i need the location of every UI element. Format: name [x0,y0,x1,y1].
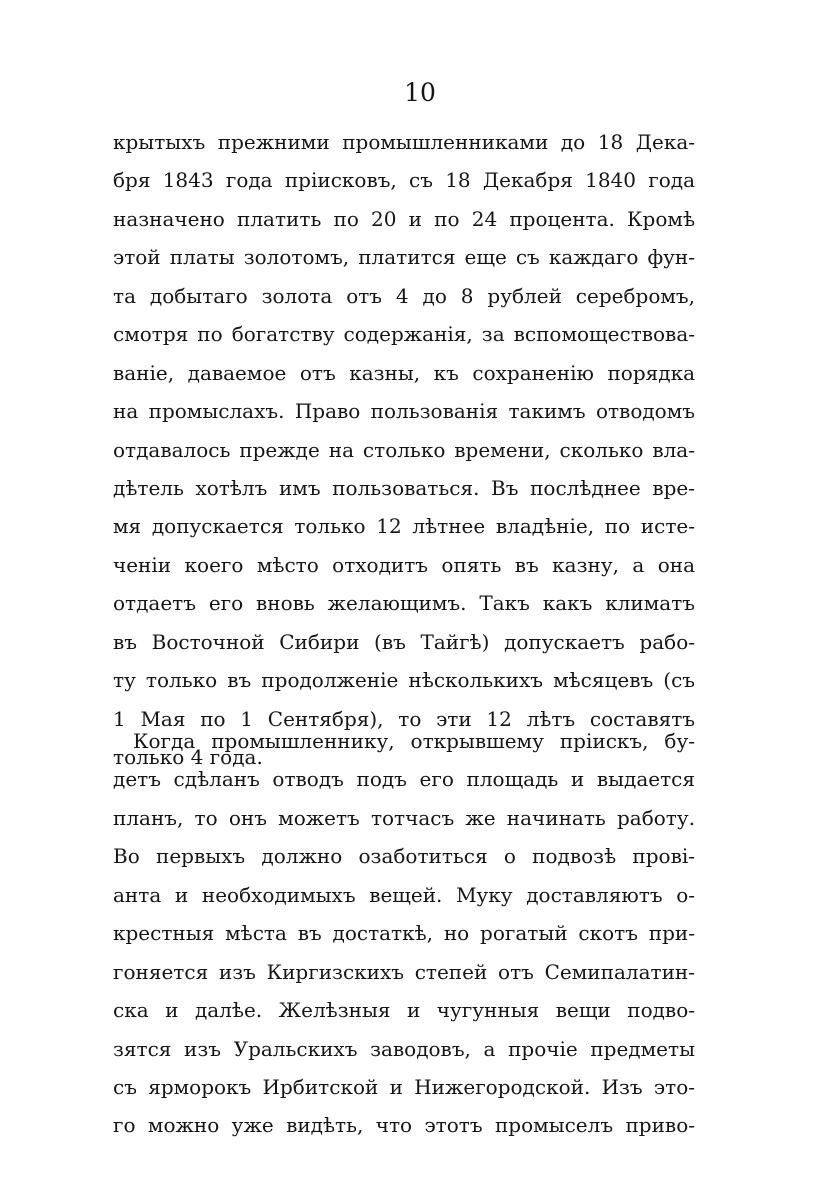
text-line: го можно уже видѣть, что этотъ промыселъ приво- [113,1113,695,1138]
text-line: въ Восточной Сибири (въ Тайгѣ) допускаетъ рабо- [113,629,695,654]
text-line: назначено платить по 20 и по 24 процента. Кромѣ [113,206,695,231]
text-line: крытыхъ прежними промышленниками до 18 Дека- [113,130,695,154]
text-line: этой платы золотомъ, платится еще съ каждаго фун- [113,245,695,270]
text-line: отдаетъ его вновь желающимъ. Такъ какъ климатъ [113,591,695,616]
text-line: ваніе, даваемое отъ казны, къ сохраненію порядка [113,360,695,385]
text-line: детъ сдѣланъ отводъ подъ его площадь и выдается [113,767,695,792]
text-line: только 4 года. [113,745,263,769]
text-line: на промыслахъ. Право пользованія такимъ отводомъ [113,399,695,424]
text-line: отдавалось прежде на столько времени, сколько вла- [113,437,695,462]
text-line: дѣтель хотѣлъ имъ пользоваться. Въ послѣднее вре- [113,475,695,500]
text-line: анта и необходимыхъ вещей. Муку доставляютъ о- [113,882,695,907]
paragraph-1 [113,123,695,776]
text-line: бря 1843 года пріисковъ, съ 18 Декабря 1840 года [113,168,695,193]
text-line: Когда промышленнику, открывшему пріискъ, бу- [133,729,695,753]
text-line: крестныя мѣста въ достаткѣ, но рогатый скотъ при- [113,921,695,946]
text-line: съ ярморокъ Ирбитской и Нижегородской. Изъ это- [113,1074,695,1099]
text-line: гоняется изъ Киргизскихъ степей отъ Семипалатин- [113,959,695,984]
text-line: ченіи коего мѣсто отходитъ опять въ казну, а она [113,552,695,577]
text-line: мя допускается только 12 лѣтнее владѣніе, по исте- [113,514,695,539]
text-line: ска и далѣе. Желѣзныя и чугунныя вещи подво- [113,998,695,1023]
paragraph-2 [113,722,695,1145]
text-line: планъ, то онъ можетъ тотчасъ же начинать работу. [113,805,695,830]
text-line: зятся изъ Уральскихъ заводовъ, а прочіе предметы [113,1036,695,1061]
text-line: та добытаго золота отъ 4 до 8 рублей серебромъ, [113,283,695,308]
text-line: смотря по богатству содержанія, за вспомоществова- [113,322,695,347]
text-line: 1 Мая по 1 Сентября), то эти 12 лѣтъ составятъ [113,706,695,731]
text-line: ту только въ продолженіе нѣсколькихъ мѣсяцевъ (съ [113,668,695,693]
page-number: 10 [404,78,436,107]
text-line: Во первыхъ должно озаботиться о подвозѣ прові- [113,844,695,869]
